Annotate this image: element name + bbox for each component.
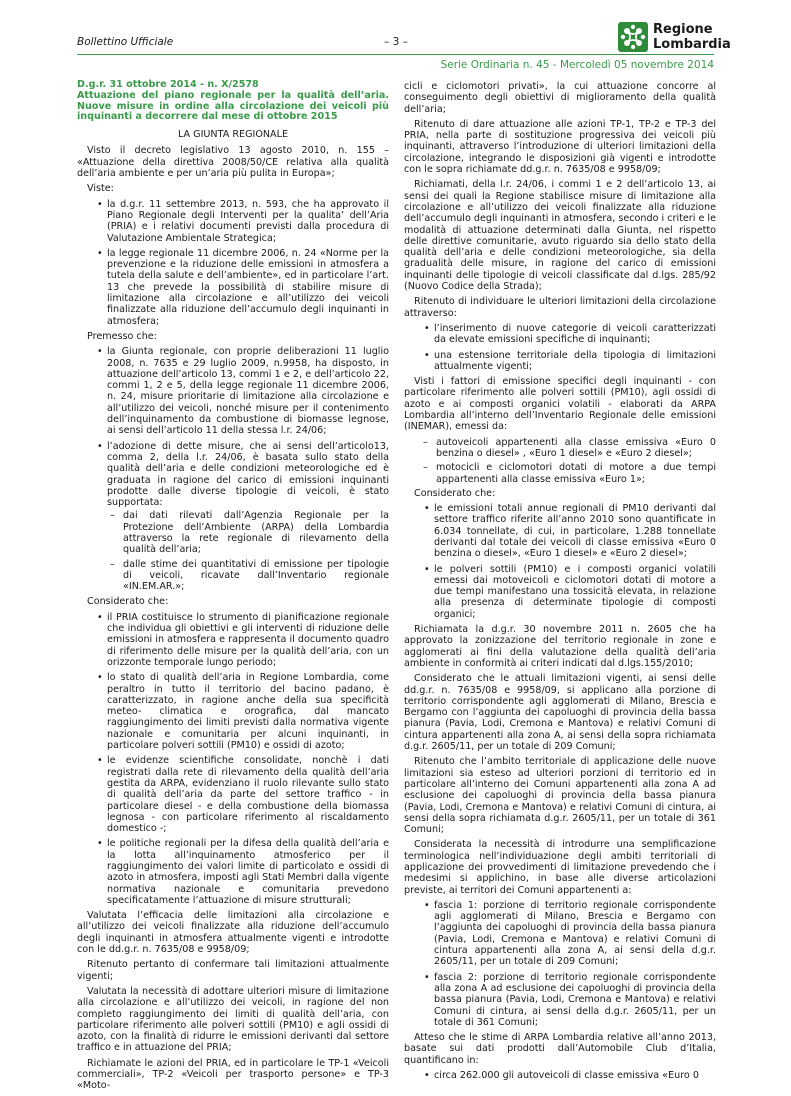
page-number: – 3 – xyxy=(384,36,408,48)
regione-lombardia-logo xyxy=(618,22,738,56)
considerato-list xyxy=(77,612,389,906)
list-item: • fascia 2: porzione di territorio regionale corrispondente alla zona A ad esclusione dei capoluoghi di provincia della bassa pianura (Pavia, Lodi, Cremona e Mantova) e relativi Comuni di cintura, ai sensi della d.g.r. 2605/11, per un totale di 361 Comuni; xyxy=(434,972,716,1028)
paragraph-valutata-efficacia: Valutata l’efficacia delle limitazioni alla circolazione e all’utilizzo dei veicoli finalizzate alla riduzione dell’accumulo degli inquinanti in atmosfera attualmente vigenti e introdotte con le dd.g.r. n. 7635/08 e 9958/09; xyxy=(77,910,389,956)
list-item: • la legge regionale 11 dicembre 2006, n. 24 «Norme per la prevenzione e la riduzione delle emissioni in atmosfera a tutela della salute e dell’ambiente», ed in particolare l’art. 13 che prevede la possibilità di stabilire misure di limitazione alla circolazione e all’utilizzo dei veicoli finalizzate alla riduzione dell’accumulo degli inquinanti in atmosfera; xyxy=(107,248,389,327)
paragraph-richiamate: Richiamate le azioni del PRIA, ed in particolare le TP-1 «Veicoli commerciali», TP-2 «Veicoli per trasporto persone» e TP-3 «Moto- xyxy=(77,1057,389,1092)
paragraph-visto: Visto il decreto legislativo 13 agosto 2010, n. 155 – «Attuazione della direttiva 2008/50/CE relativa alla qualità dell’aria ambiente e per un’aria più pulita in Europa»; xyxy=(77,145,389,180)
viste-list xyxy=(77,199,389,327)
considerato2-list xyxy=(404,503,716,620)
list-item: • una estensione territoriale della tipologia di limitazioni attualmente vigenti; xyxy=(434,350,716,373)
list-item: – motocicli e ciclomotori dotati di motore a due tempi appartenenti alla classe emissiva «Euro 1»; xyxy=(436,462,716,485)
list-item: • fascia 1: porzione di territorio regionale corrispondente agli agglomerati di Milano, Brescia e Bergamo con l’aggiunta dei capoluoghi di provincia della bassa pianura (Pavia, Lodi, Cremona e Mantova) e relativi Comuni di cintura appartenenti alla zona A, ai sensi della d.g.r. 2605/11, per un totale di 209 Comuni; xyxy=(434,900,716,968)
giunta-heading: LA GIUNTA REGIONALE xyxy=(177,129,289,141)
paragraph-ritenuto-confermare: Ritenuto pertanto di confermare tali limitazioni attualmente vigenti; xyxy=(77,959,389,982)
list-item: • circa 262.000 gli autoveicoli di classe emissiva «Euro 0 xyxy=(434,1070,716,1081)
premesso-list xyxy=(77,346,389,592)
label-considerato-2: Considerato che: xyxy=(414,487,496,499)
paragraph-richiamata: Richiamata la d.g.r. 30 novembre 2011 n. 2605 che ha approvato la zonizzazione del territorio regionale in zone e agglomerati ai fini della valutazione della qualità dell’aria ambiente in conformità ai criteri indicati dal d.lgs.155/2010; xyxy=(404,624,716,669)
list-item: • le emissioni totali annue regionali di PM10 derivanti dal settore traffico riferite all’anno 2010 sono quantificate in 6.034 tonnellate, di cui, in particolare, 1.288 tonnellate derivanti dal totale dei veicoli di classe emissiva «Euro 0 benzina o diesel», «Euro 1 diesel» e «Euro 2 diesel»; xyxy=(434,503,716,559)
act-subject: Attuazione del piano regionale per la qualità dell’aria. Nuove misure in ordine alla circolazione dei veicoli più inquinanti a decorrere dal mese di ottobre 2015 xyxy=(77,89,389,123)
list-item: • le politiche regionali per la difesa della qualità dell’aria e la lotta all’inquinamento atmosferico per il raggiungimento dei valori limite di particolato e ossidi di azoto in atmosfera, imposti agli Stati Membri dalla vigente normativa nazionale e comunitaria prevedono specificatamente l’attuazione di misure strutturali; xyxy=(107,838,389,906)
list-item: • la Giunta regionale, con proprie deliberazioni 11 luglio 2008, n. 7635 e 29 luglio 2009, n.9958, ha disposto, in attuazione dell’articolo 13, commi 1 e 2, e dell’articolo 22, commi 1, 2 e 5, della legge regionale 11 dicembre 2006, n. 24, misure prioritarie di limitazione alla circolazione e all’utilizzo dei veicoli, nonché misure per il contenimento dell’inquinamento da combustione di biomasse legnose, ai sensi dell’articolo 11 della stessa l.r. 24/06; xyxy=(107,346,389,436)
list-item: • lo stato di qualità dell’aria in Regione Lombardia, come peraltro in tutto il territorio del bacino padano, è caratterizzato, in ragione anche della sua specificità meteo- climatica e orografica, dal mancato raggiungimento dei limiti previsti dalla normativa vigente nazionale e comunitaria per alcuni inquinanti, in particolare polveri sottili (PM10) e ossidi di azoto; xyxy=(107,672,389,751)
list-item: • il PRIA costituisce lo strumento di pianificazione regionale che individua gli obiettivi e gli interventi di riduzione delle emissioni in atmosfera e rappresenta il documento quadro di riferimento delle misure per la qualità dell’aria, con un orizzonte temporale lungo periodo; xyxy=(107,612,389,668)
label-premesso: Premesso che: xyxy=(87,330,157,342)
paragraph-considerato-attuali: Considerato che le attuali limitazioni vigenti, ai sensi delle dd.g.r. n. 7635/08 e 9958/09, si applicano alla porzione di territorio corrispondente agli agglomerati di Milano, Brescia e Bergamo con l’aggiunta dei capoluoghi di provincia della bassa pianura (Pavia, Lodi, Cremona e Mantova) e relativi Comuni di cintura appartenenti alla zona A, ai sensi della sopra richiamata d.g.r. 2605/11, per un totale di 209 Comuni; xyxy=(404,673,716,753)
list-item xyxy=(107,441,389,593)
paragraph-ritenuto-individuare: Ritenuto di individuare le ulteriori limitazioni della circolazione attraverso: xyxy=(404,296,716,319)
list-item: – autoveicoli appartenenti alla classe emissiva «Euro 0 benzina o diesel» , «Euro 1 diesel» e «Euro 2 diesel»; xyxy=(436,437,716,460)
attraverso-list xyxy=(404,323,716,372)
label-considerato: Considerato che: xyxy=(87,596,169,608)
paragraph-richiamati: Richiamati, della l.r. 24/06, i commi 1 e 2 dell’articolo 13, ai sensi dei quali la Regione stabilisce misure di limitazione alla circolazione e all’utilizzo dei veicoli finalizzate alla riduzione dell’accumulo degli inquinanti in atmosfera, secondo i criteri e le modalità di attuazione determinati dalla Giunta, nel rispetto delle direttive comunitarie, avuto riguardo sia dello stato della qualità dell’aria e delle condizioni meteorologiche, sia della gradualità delle misure, in ragione del carico di emissioni inquinanti delle tipologie di veicoli classificate dal d.lgs. 285/92 (Nuovo Codice della Strada); xyxy=(404,179,716,293)
list-item: – dalle stime dei quantitativi di emissione per tipologie di veicoli, ricavate dall’Inventario regionale «IN.EM.AR.»; xyxy=(123,559,389,593)
list-item: • la d.g.r. 11 settembre 2013, n. 593, che ha approvato il Piano Regionale degli Interventi per la qualita’ dell’Aria (PRIA) e i relativi documenti previsti dalla procedura di Valutazione Ambientale Strategica; xyxy=(107,199,389,244)
emessi-list xyxy=(404,437,716,485)
rosa-camuna-icon xyxy=(618,22,648,52)
paragraph-visti: Visti i fattori di emissione specifici degli inquinanti - con particolare riferimento alle polveri sottili (PM10), agli ossidi di azoto e ai composti organici volatili - elaborati da ARPA Lombardia all’interno dell’Inventario Regionale delle emissioni (INEMAR), emessi da: xyxy=(404,376,716,433)
act-title xyxy=(77,80,389,123)
paragraph-considerata: Considerata la necessità di introdurre una semplificazione terminologica nell’individuazione degli ambiti territoriali di applicazione dei provvedimenti di limitazione prevedendo che i medesimi si applichino, in base alle diverse articolazioni previste, ai territori dei Comuni appartenenti a: xyxy=(404,839,716,896)
atteso-list xyxy=(404,1070,716,1081)
list-item: • le evidenze scientifiche consolidate, nonchè i dati registrati dalla rete di rilevamento della qualità dell’aria gestita da ARPA, evidenziano il ruolo rilevante sullo stato di qualità dell’aria da parte del settore traffico - in particolare diesel - e della combustione della biomassa legnosa - con particolare riferimento al riscaldamento domestico -; xyxy=(107,755,389,834)
fasce-list xyxy=(404,900,716,1028)
header-rule xyxy=(77,54,714,55)
right-column xyxy=(404,81,716,1085)
premesso-sublist xyxy=(107,510,389,592)
paragraph-valutata-necessita: Valutata la necessità di adottare ulteriori misure di limitazione alla circolazione e all’utilizzo dei veicoli, in ragione del non completo raggiungimento dei limiti di qualità dell’aria, con particolare riferimento alle polveri sottili (PM10) e agli ossidi di azoto, con la finalità di ridurre le emissioni derivanti dal settore traffico e in attuazione del PRIA; xyxy=(77,985,389,1054)
label-viste: Viste: xyxy=(87,183,114,195)
logo-text-lombardia: Lombardia xyxy=(653,37,731,52)
paragraph-ritenuto-ambito: Ritenuto che l’ambito territoriale di applicazione delle nuove limitazioni sia esteso ad ulteriori porzioni di territorio ed in particolare all’interno dei Comuni appartenenti alla zona A ad esclusione dei capoluoghi di provincia della bassa pianura (Pavia, Lodi, Cremona e Mantova) e relativi Comuni di cintura, ai sensi della sopra richiamata d.g.r. 2605/11, per un totale di 361 Comuni; xyxy=(404,756,716,836)
paragraph-continuation: cicli e ciclomotori privati», la cui attuazione concorre al conseguimento degli obiettivi di miglioramento della qualità dell’aria; xyxy=(404,81,716,115)
list-item: • le polveri sottili (PM10) e i composti organici volatili emessi dai motoveicoli e ciclomotori dotati di motore a due tempi manifestano una tossicità elevata, in relazione alla presenza di determinate tipologie di composti organici; xyxy=(434,564,716,620)
list-item-text: l’adozione di dette misure, che ai sensi dell’articolo13, comma 2, della l.r. 24/06, è basata sullo stato della qualità dell’aria e delle condizioni meteorologiche ed è graduata in ragione del carico di emissioni inquinanti prodotte dalle diverse tipologie di veicoli, è stato supportata: xyxy=(107,440,389,509)
logo-text-regione: Regione xyxy=(653,22,713,37)
paragraph-ritenuto-attuazione: Ritenuto di dare attuazione alle azioni TP-1, TP-2 e TP-3 del PRIA, nella parte di sostituzione progressiva dei veicoli più inquinanti, attraverso l’introduzione di ulteriori limitazioni della circolazione, integrando le disposizioni già vigenti e introdotte con le sopra richiamate dd.g.r. n. 7635/08 e 9958/09; xyxy=(404,118,716,176)
serie-info: Serie Ordinaria n. 45 - Mercoledì 05 novembre 2014 xyxy=(440,59,714,71)
act-reference: D.g.r. 31 ottobre 2014 - n. X/2578 xyxy=(77,79,259,90)
list-item: • l’inserimento di nuove categorie di veicoli caratterizzati da elevate emissioni specifiche di inquinanti; xyxy=(434,323,716,346)
publication-name: Bollettino Ufficiale xyxy=(77,36,174,48)
left-column xyxy=(77,80,389,1096)
paragraph-atteso: Atteso che le stime di ARPA Lombardia relative all’anno 2013, basate sui dati prodotti dall’Automobile Club d’Italia, quantificano in: xyxy=(404,1032,716,1066)
list-item: – dai dati rilevati dall’Agenzia Regionale per la Protezione dell’Ambiente (ARPA) della Lombardia attraverso la rete regionale di rilevamento della qualità dell’aria; xyxy=(123,510,389,555)
